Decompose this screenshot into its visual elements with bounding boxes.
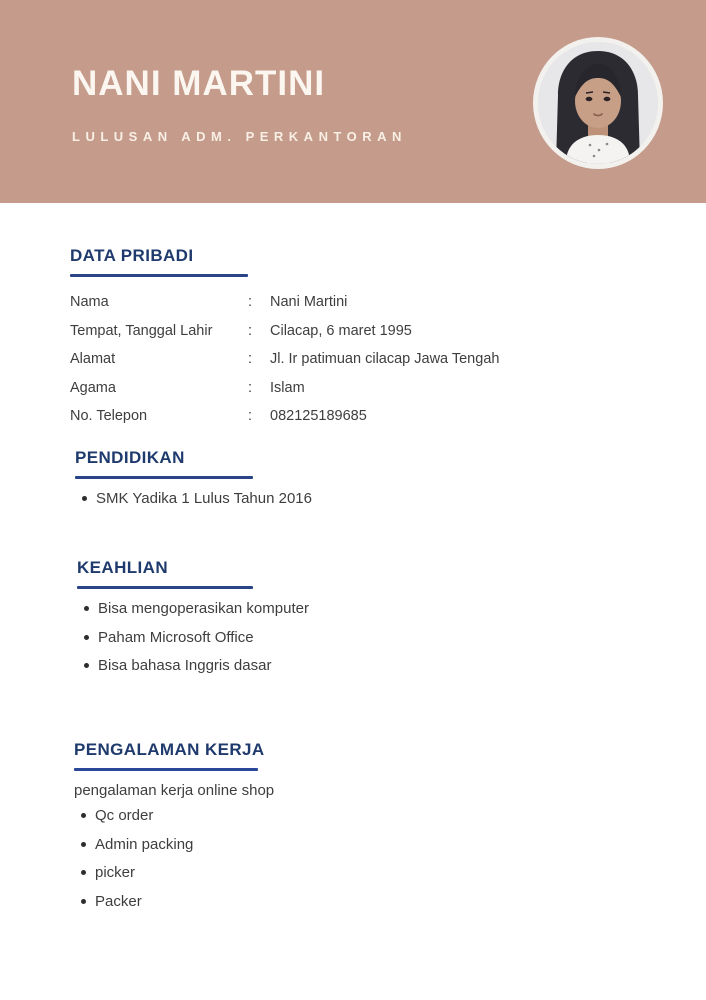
field-label: Alamat [70, 351, 116, 368]
table-row [70, 408, 630, 424]
section-title-data-pribadi: DATA PRIBADI [70, 246, 194, 265]
bullet-icon [81, 813, 86, 818]
profile-photo [533, 37, 663, 169]
education-list [75, 490, 615, 507]
bullet-icon [84, 606, 89, 611]
list-item-text: Qc order [95, 807, 154, 824]
field-separator: : [248, 322, 253, 339]
list-item-text: picker [95, 864, 136, 881]
field-label: Tempat, Tanggal Lahir [70, 322, 213, 339]
list-item [74, 864, 614, 881]
section-keahlian [77, 558, 617, 686]
section-rule [70, 274, 248, 277]
section-title-keahlian: KEAHLIAN [77, 558, 169, 577]
section-rule [77, 586, 253, 589]
portrait-image [538, 42, 658, 164]
list-item [74, 893, 614, 910]
person-name: NANI MARTINI [72, 64, 326, 103]
field-separator: : [248, 408, 253, 425]
field-separator: : [248, 294, 253, 310]
table-row [70, 380, 630, 396]
section-rule [74, 768, 258, 771]
list-item [77, 629, 617, 646]
field-label: Agama [70, 379, 116, 396]
personal-info-table [70, 294, 630, 424]
section-title-pendidikan: PENDIDIKAN [75, 448, 185, 467]
section-rule [75, 476, 253, 479]
bullet-icon [81, 870, 86, 875]
list-item [75, 490, 615, 507]
bullet-icon [84, 663, 89, 668]
bullet-icon [81, 899, 86, 904]
field-value: Nani Martini [270, 294, 348, 310]
work-experience-intro: pengalaman kerja online shop [74, 782, 275, 799]
list-item [77, 657, 617, 674]
list-item-text: Packer [95, 892, 142, 910]
section-data-pribadi [70, 246, 630, 437]
list-item [74, 836, 614, 853]
section-pengalaman-kerja [74, 740, 614, 921]
person-subtitle: LULUSAN ADM. PERKANTORAN [72, 129, 407, 144]
list-item-text: SMK Yadika 1 Lulus Tahun 2016 [96, 490, 312, 507]
bullet-icon [82, 496, 87, 501]
list-item-text: Admin packing [95, 835, 194, 853]
table-row [70, 294, 630, 310]
header-band [0, 0, 706, 203]
skills-list [77, 600, 617, 674]
table-row [70, 323, 630, 339]
bullet-icon [84, 635, 89, 640]
field-value: Islam [270, 379, 305, 396]
field-value: Jl. Ir patimuan cilacap Jawa Tengah [270, 351, 500, 368]
bullet-icon [81, 842, 86, 847]
field-value: Cilacap, 6 maret 1995 [270, 322, 412, 339]
section-title-pengalaman-kerja: PENGALAMAN KERJA [74, 740, 265, 759]
list-item-text: Bisa mengoperasikan komputer [98, 600, 309, 617]
list-item [74, 807, 614, 824]
table-row [70, 351, 630, 367]
field-separator: : [248, 351, 253, 368]
list-item-text: Bisa bahasa Inggris dasar [98, 657, 272, 674]
field-separator: : [248, 379, 253, 396]
field-label: Nama [70, 294, 109, 310]
section-pendidikan [75, 448, 615, 519]
list-item [77, 600, 617, 617]
list-item-text: Paham Microsoft Office [98, 628, 254, 646]
work-experience-list [74, 807, 614, 910]
field-label: No. Telepon [70, 408, 148, 425]
field-value: 082125189685 [270, 408, 367, 425]
